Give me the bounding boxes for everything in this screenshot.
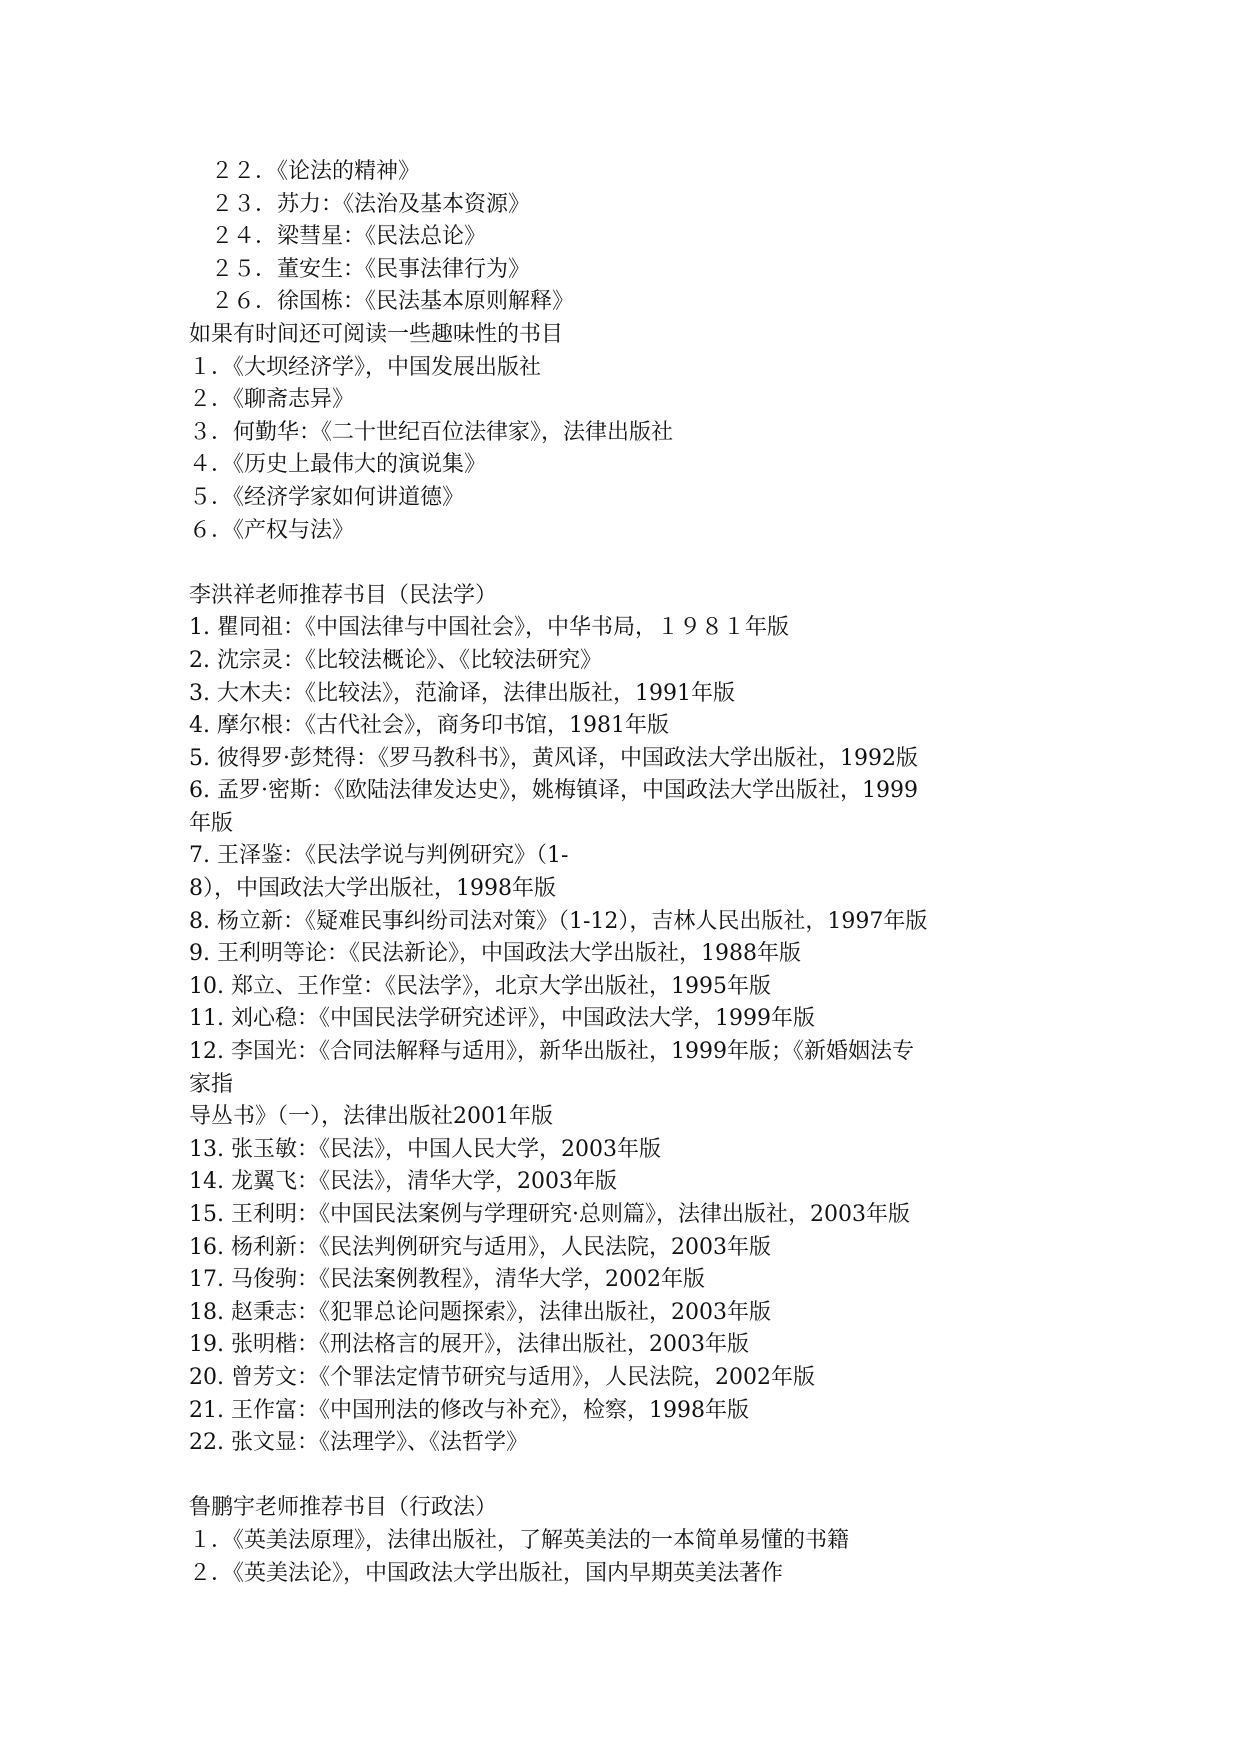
text-line: 11. 刘心稳：《中国民法学研究述评》，中国政法大学，1999年版 xyxy=(189,1006,815,1032)
text-line: ２２．《论法的精神》 xyxy=(189,159,421,184)
text-line: 9. 王利明等论：《民法新论》，中国政法大学出版社，1988年版 xyxy=(189,941,801,967)
text-line: ２４．梁彗星：《民法总论》 xyxy=(189,224,487,250)
text-line: 8. 杨立新：《疑难民事纠纷司法对策》（1-12），吉林人民出版社，1997年版 xyxy=(189,908,928,934)
text-line: 12. 李国光：《合同法解释与适用》，新华出版社，1999年版；《新婚姻法专 xyxy=(189,1039,914,1065)
blank-line xyxy=(189,1460,1069,1493)
text-line: 13. 张玉敏：《民法》，中国人民大学，2003年版 xyxy=(189,1136,661,1162)
text-line: 5. 彼得罗·彭梵得：《罗马教科书》，黄风译，中国政法大学出版社，1992版 xyxy=(189,745,918,771)
section-heading: 李洪祥老师推荐书目（民法学） xyxy=(189,582,498,608)
text-line: 8），中国政法大学出版社，1998年版 xyxy=(189,876,556,902)
text-line: 7. 王泽鉴：《民法学说与判例研究》（1- xyxy=(189,843,569,869)
text-line: 14. 龙翼飞：《民法》，清华大学，2003年版 xyxy=(189,1169,617,1195)
text-line: 3. 大木夫：《比较法》，范渝译，法律出版社，1991年版 xyxy=(189,680,735,706)
text-line: 导丛书》（一），法律出版社2001年版 xyxy=(189,1104,553,1130)
text-line: ６．《产权与法》 xyxy=(189,517,355,543)
text-line: ２．《聊斋志异》 xyxy=(189,387,355,413)
text-line: 16. 杨利新：《民法判例研究与适用》，人民法院，2003年版 xyxy=(189,1234,771,1260)
blank-line xyxy=(189,547,1069,580)
text-line: ２５．董安生：《民事法律行为》 xyxy=(189,256,531,282)
text-line: 10. 郑立、王作堂：《民法学》，北京大学出版社，1995年版 xyxy=(189,973,771,999)
text-line: ２．《英美法论》，中国政法大学出版社，国内早期英美法著作 xyxy=(189,1560,784,1586)
text-line: １．《英美法原理》，法律出版社，了解英美法的一本简单易懂的书籍 xyxy=(189,1527,850,1553)
section-heading: 如果有时间还可阅读一些趣味性的书目 xyxy=(189,321,564,347)
text-line: ３．何勤华：《二十世纪百位法律家》，法律出版社 xyxy=(189,419,674,445)
text-line: 6. 孟罗·密斯：《欧陆法律发达史》，姚梅镇译，中国政法大学出版社，1999 xyxy=(189,778,918,804)
text-line: 2. 沈宗灵：《比较法概论》、《比较法研究》 xyxy=(189,647,602,673)
text-line: 4. 摩尔根：《古代社会》，商务印书馆，1981年版 xyxy=(189,713,669,739)
text-line: ２３．苏力：《法治及基本资源》 xyxy=(189,191,531,217)
text-line: 20. 曾芳文：《个罪法定情节研究与适用》，人民法院，2002年版 xyxy=(189,1364,815,1390)
text-line: 22. 张文显：《法理学》、《法哲学》 xyxy=(189,1430,528,1456)
section-heading: 鲁鹏宇老师推荐书目（行政法） xyxy=(189,1495,498,1521)
text-line: 17. 马俊驹：《民法案例教程》，清华大学，2002年版 xyxy=(189,1267,705,1293)
text-line: 年版 xyxy=(189,810,234,836)
text-line: １．《大坝经济学》，中国发展出版社 xyxy=(189,354,542,380)
text-line: 21. 王作富：《中国刑法的修改与补充》，检察，1998年版 xyxy=(189,1397,749,1423)
text-line: 15. 王利明：《中国民法案例与学理研究·总则篇》，法律出版社，2003年版 xyxy=(189,1202,910,1227)
text-line: ４．《历史上最伟大的演说集》 xyxy=(189,452,487,478)
text-line: 18. 赵秉志：《犯罪总论问题探索》，法律出版社，2003年版 xyxy=(189,1299,771,1325)
text-line: 1. 瞿同祖：《中国法律与中国社会》，中华书局，１９８１年版 xyxy=(189,615,789,641)
text-line: 家指 xyxy=(189,1071,234,1097)
text-line: 19. 张明楷：《刑法格言的展开》，法律出版社，2003年版 xyxy=(189,1332,749,1358)
document-page xyxy=(189,156,1069,1590)
text-line: ２６．徐国栋：《民法基本原则解释》 xyxy=(189,289,575,315)
text-line: ５．《经济学家如何讲道德》 xyxy=(189,484,465,510)
